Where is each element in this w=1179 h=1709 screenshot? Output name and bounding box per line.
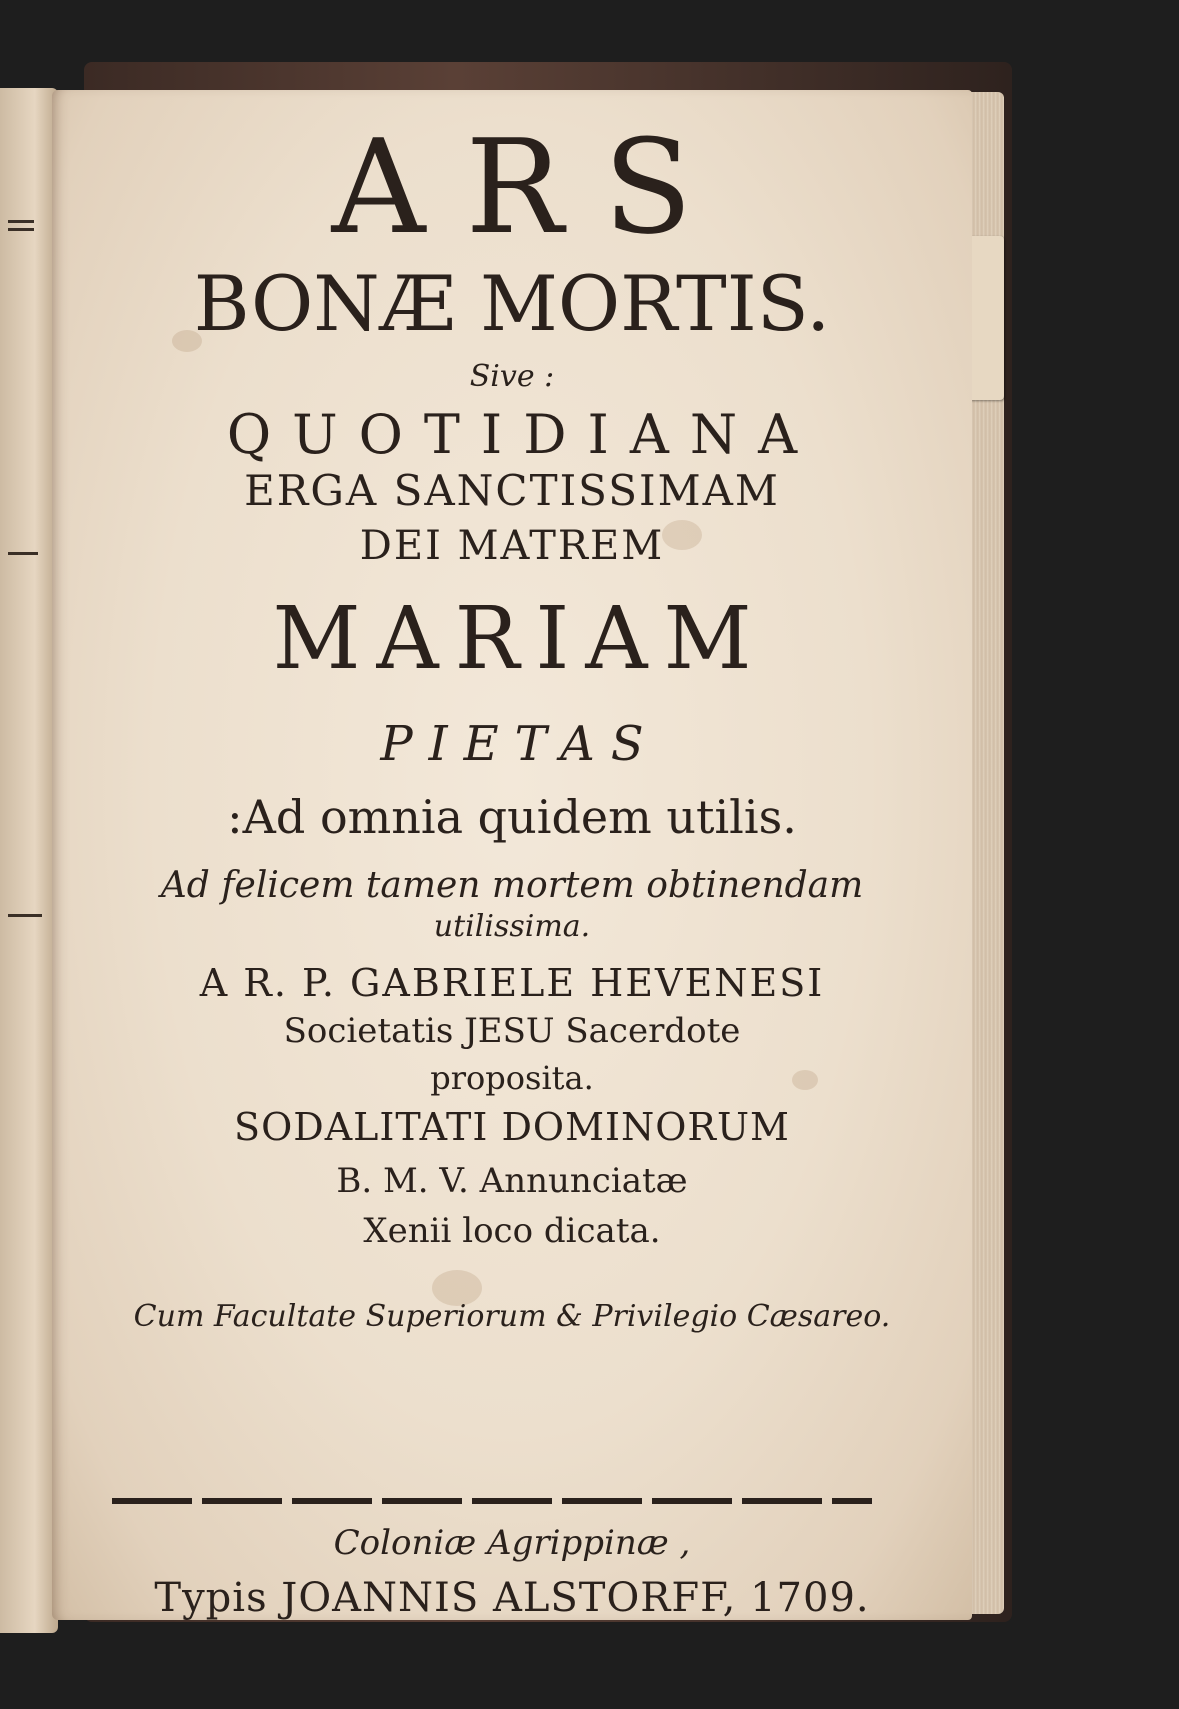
title-quotidiana: QUOTIDIANA <box>226 403 819 466</box>
dedication-sodalitati: SODALITATI DOMINORUM <box>234 1105 790 1149</box>
imprint-place: Coloniæ Agrippinæ , <box>333 1523 691 1563</box>
ink-mark <box>8 220 34 223</box>
subtitle-sive: Sive : <box>469 359 555 394</box>
title-bonae-mortis: BONÆ MORTIS. <box>193 259 831 348</box>
title-page <box>52 90 972 1620</box>
line-utilissima: utilissima. <box>433 909 591 944</box>
title-ars: ARS <box>331 111 733 263</box>
ornamental-rule <box>112 1498 872 1504</box>
dedication-bmv: B. M. V. Annunciatæ <box>336 1161 688 1201</box>
ink-mark <box>8 552 38 555</box>
line-ad-omnia: :Ad omnia quidem utilis. <box>227 790 797 844</box>
privilege-line: Cum Facultate Superiorum & Privilegio Cæsareo. <box>133 1299 891 1334</box>
author-line: A R. P. GABRIELE HEVENESI <box>199 961 825 1005</box>
line-ad-felicem: Ad felicem tamen mortem obtinendam <box>160 865 864 906</box>
line-proposita: proposita. <box>430 1059 594 1097</box>
title-erga: ERGA SANCTISSIMAM <box>244 466 780 515</box>
title-mariam: MARIAM <box>272 589 768 689</box>
author-society: Societatis JESU Sacerdote <box>283 1011 741 1051</box>
dedication-xenii: Xenii loco dicata. <box>363 1211 661 1251</box>
facing-page-edge <box>0 88 58 1633</box>
title-dei-matrem: DEI MATREM <box>359 523 665 569</box>
ink-mark <box>8 914 42 917</box>
title-pietas: PIETAS <box>380 716 660 772</box>
ink-mark <box>8 228 34 231</box>
imprint-printer: Typis JOANNIS ALSTORFF, 1709. <box>154 1575 870 1621</box>
